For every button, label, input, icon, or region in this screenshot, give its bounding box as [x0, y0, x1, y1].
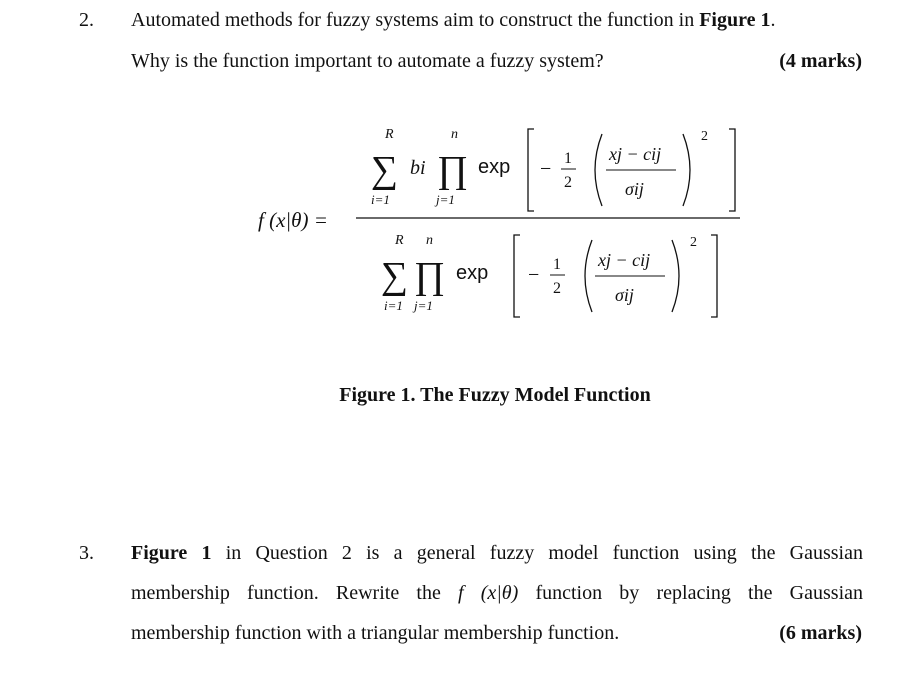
q3-function-ref: f (x|θ): [458, 582, 519, 604]
den-upper-R: R: [395, 233, 404, 248]
q3-line2-end: function by replacing the Gaussian: [518, 582, 863, 604]
q3-line2-text: membership function. Rewrite the: [131, 582, 458, 604]
num-left-paren: [595, 134, 602, 206]
den-exp: exp: [456, 262, 489, 284]
q3-line2: [131, 582, 863, 605]
den-left-paren: [585, 240, 592, 312]
q2-line2: Why is the function important to automate a fuzzy system?: [131, 50, 604, 72]
num-half-den: 2: [564, 174, 572, 191]
num-lower-i: i=1: [371, 192, 390, 207]
figure-caption: Figure 1. The Fuzzy Model Function: [339, 384, 651, 406]
num-upper-R: R: [385, 127, 394, 142]
den-half-den: 2: [553, 280, 561, 297]
q3-figure-ref: Figure 1: [131, 542, 212, 564]
num-exp: exp: [478, 156, 511, 178]
den-sum-symbol: ∑: [381, 255, 409, 297]
q3-line3: membership function with a triangular membership function.: [131, 622, 620, 644]
num-power: 2: [701, 129, 708, 144]
num-frac-numerator: xj − cij: [609, 144, 662, 164]
num-left-bracket: [528, 129, 534, 211]
q2-line1-text: Automated methods for fuzzy systems aim to construct the function in: [131, 9, 700, 31]
num-upper-n: n: [451, 127, 458, 142]
num-lower-j: j=1: [436, 192, 455, 207]
den-minus: −: [528, 264, 540, 286]
den-frac-numerator: xj − cij: [598, 250, 651, 270]
num-sum-symbol: ∑: [371, 149, 399, 191]
den-left-bracket: [514, 235, 520, 317]
den-right-paren: [672, 240, 679, 312]
q3-marks: (6 marks): [779, 622, 862, 644]
q3-line1: [131, 542, 863, 565]
den-lower-i: i=1: [384, 298, 403, 313]
q2-figure-ref: Figure 1: [699, 9, 771, 31]
num-right-paren: [683, 134, 690, 206]
den-prod-symbol: ∏: [414, 255, 446, 297]
q3-number: 3.: [79, 542, 94, 564]
num-right-bracket: [729, 129, 735, 211]
formula-lhs: f (x|θ) =: [258, 208, 328, 232]
q3-line1-text: in Question 2 is a general fuzzy model function using the Gaussian: [211, 542, 863, 564]
den-lower-j: j=1: [414, 298, 433, 313]
num-half-num: 1: [564, 150, 572, 167]
num-frac-denominator: σij: [625, 179, 644, 199]
den-half-num: 1: [553, 256, 561, 273]
q2-line1: [131, 9, 776, 32]
num-minus: −: [540, 158, 552, 180]
q2-line1-end: .: [770, 9, 776, 31]
den-upper-n: n: [426, 233, 433, 248]
den-frac-denominator: σij: [615, 285, 634, 305]
den-power: 2: [690, 235, 697, 250]
q2-number: 2.: [79, 9, 94, 31]
num-prod-symbol: ∏: [437, 149, 469, 191]
den-right-bracket: [711, 235, 717, 317]
q2-marks: (4 marks): [779, 50, 862, 72]
num-b-i: bi: [410, 157, 426, 179]
